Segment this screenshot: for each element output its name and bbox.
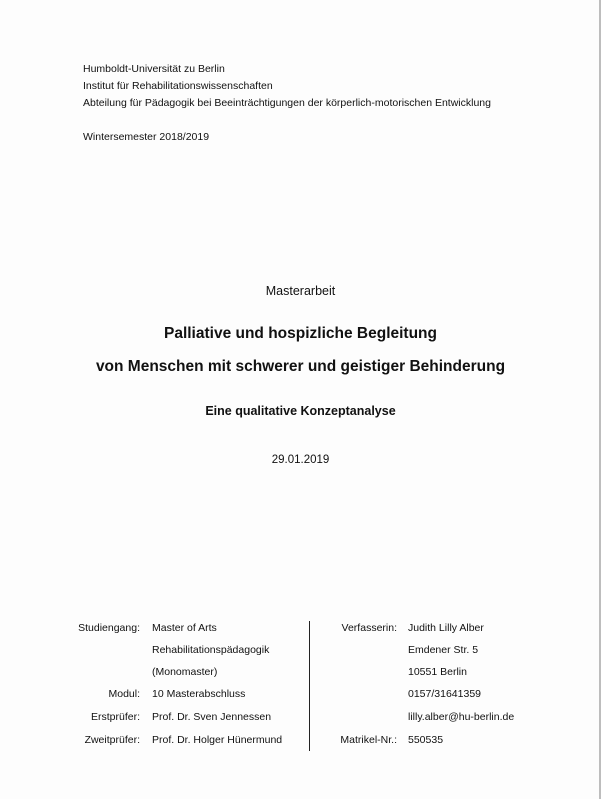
left-label: Erstprüfer:: [90, 711, 140, 723]
left-value: (Monomaster): [152, 666, 218, 678]
right-value: lilly.alber@hu-berlin.de: [408, 711, 515, 723]
right-value: 550535: [408, 734, 444, 746]
left-value: Prof. Dr. Holger Hünermund: [152, 734, 283, 746]
left-value: Prof. Dr. Sven Jennessen: [152, 711, 272, 723]
right-label: Matrikel-Nr.:: [340, 734, 397, 746]
title-line-2: von Menschen mit schwerer und geistiger Behinderung: [95, 358, 506, 375]
date: 29.01.2019: [271, 454, 330, 466]
left-label: Zweitprüfer:: [84, 734, 140, 746]
left-value: Rehabilitationspädagogik: [152, 644, 270, 656]
semester: Wintersemester 2018/2019: [83, 131, 210, 143]
right-value: 0157/31641359: [408, 688, 481, 700]
right-value: 10551 Berlin: [408, 666, 467, 678]
left-value: Master of Arts: [152, 622, 217, 634]
doc-type: Masterarbeit: [265, 284, 336, 298]
right-label: Verfasserin:: [341, 622, 397, 634]
column-divider: [309, 621, 310, 751]
university: Humboldt-Universität zu Berlin: [83, 63, 225, 75]
institute: Institut für Rehabilitationswissenschaften: [83, 80, 273, 92]
department: Abteilung für Pädagogik bei Beeinträchtigungen der körperlich-motorischen Entwicklung: [83, 97, 491, 109]
right-value: Judith Lilly Alber: [408, 622, 484, 634]
subtitle: Eine qualitative Konzeptanalyse: [205, 404, 396, 418]
left-label: Modul:: [108, 688, 140, 700]
left-label: Studiengang:: [78, 622, 140, 634]
left-value: 10 Masterabschluss: [152, 688, 246, 700]
title-line-1: Palliative und hospizliche Begleitung: [163, 325, 437, 342]
right-value: Emdener Str. 5: [408, 644, 479, 656]
